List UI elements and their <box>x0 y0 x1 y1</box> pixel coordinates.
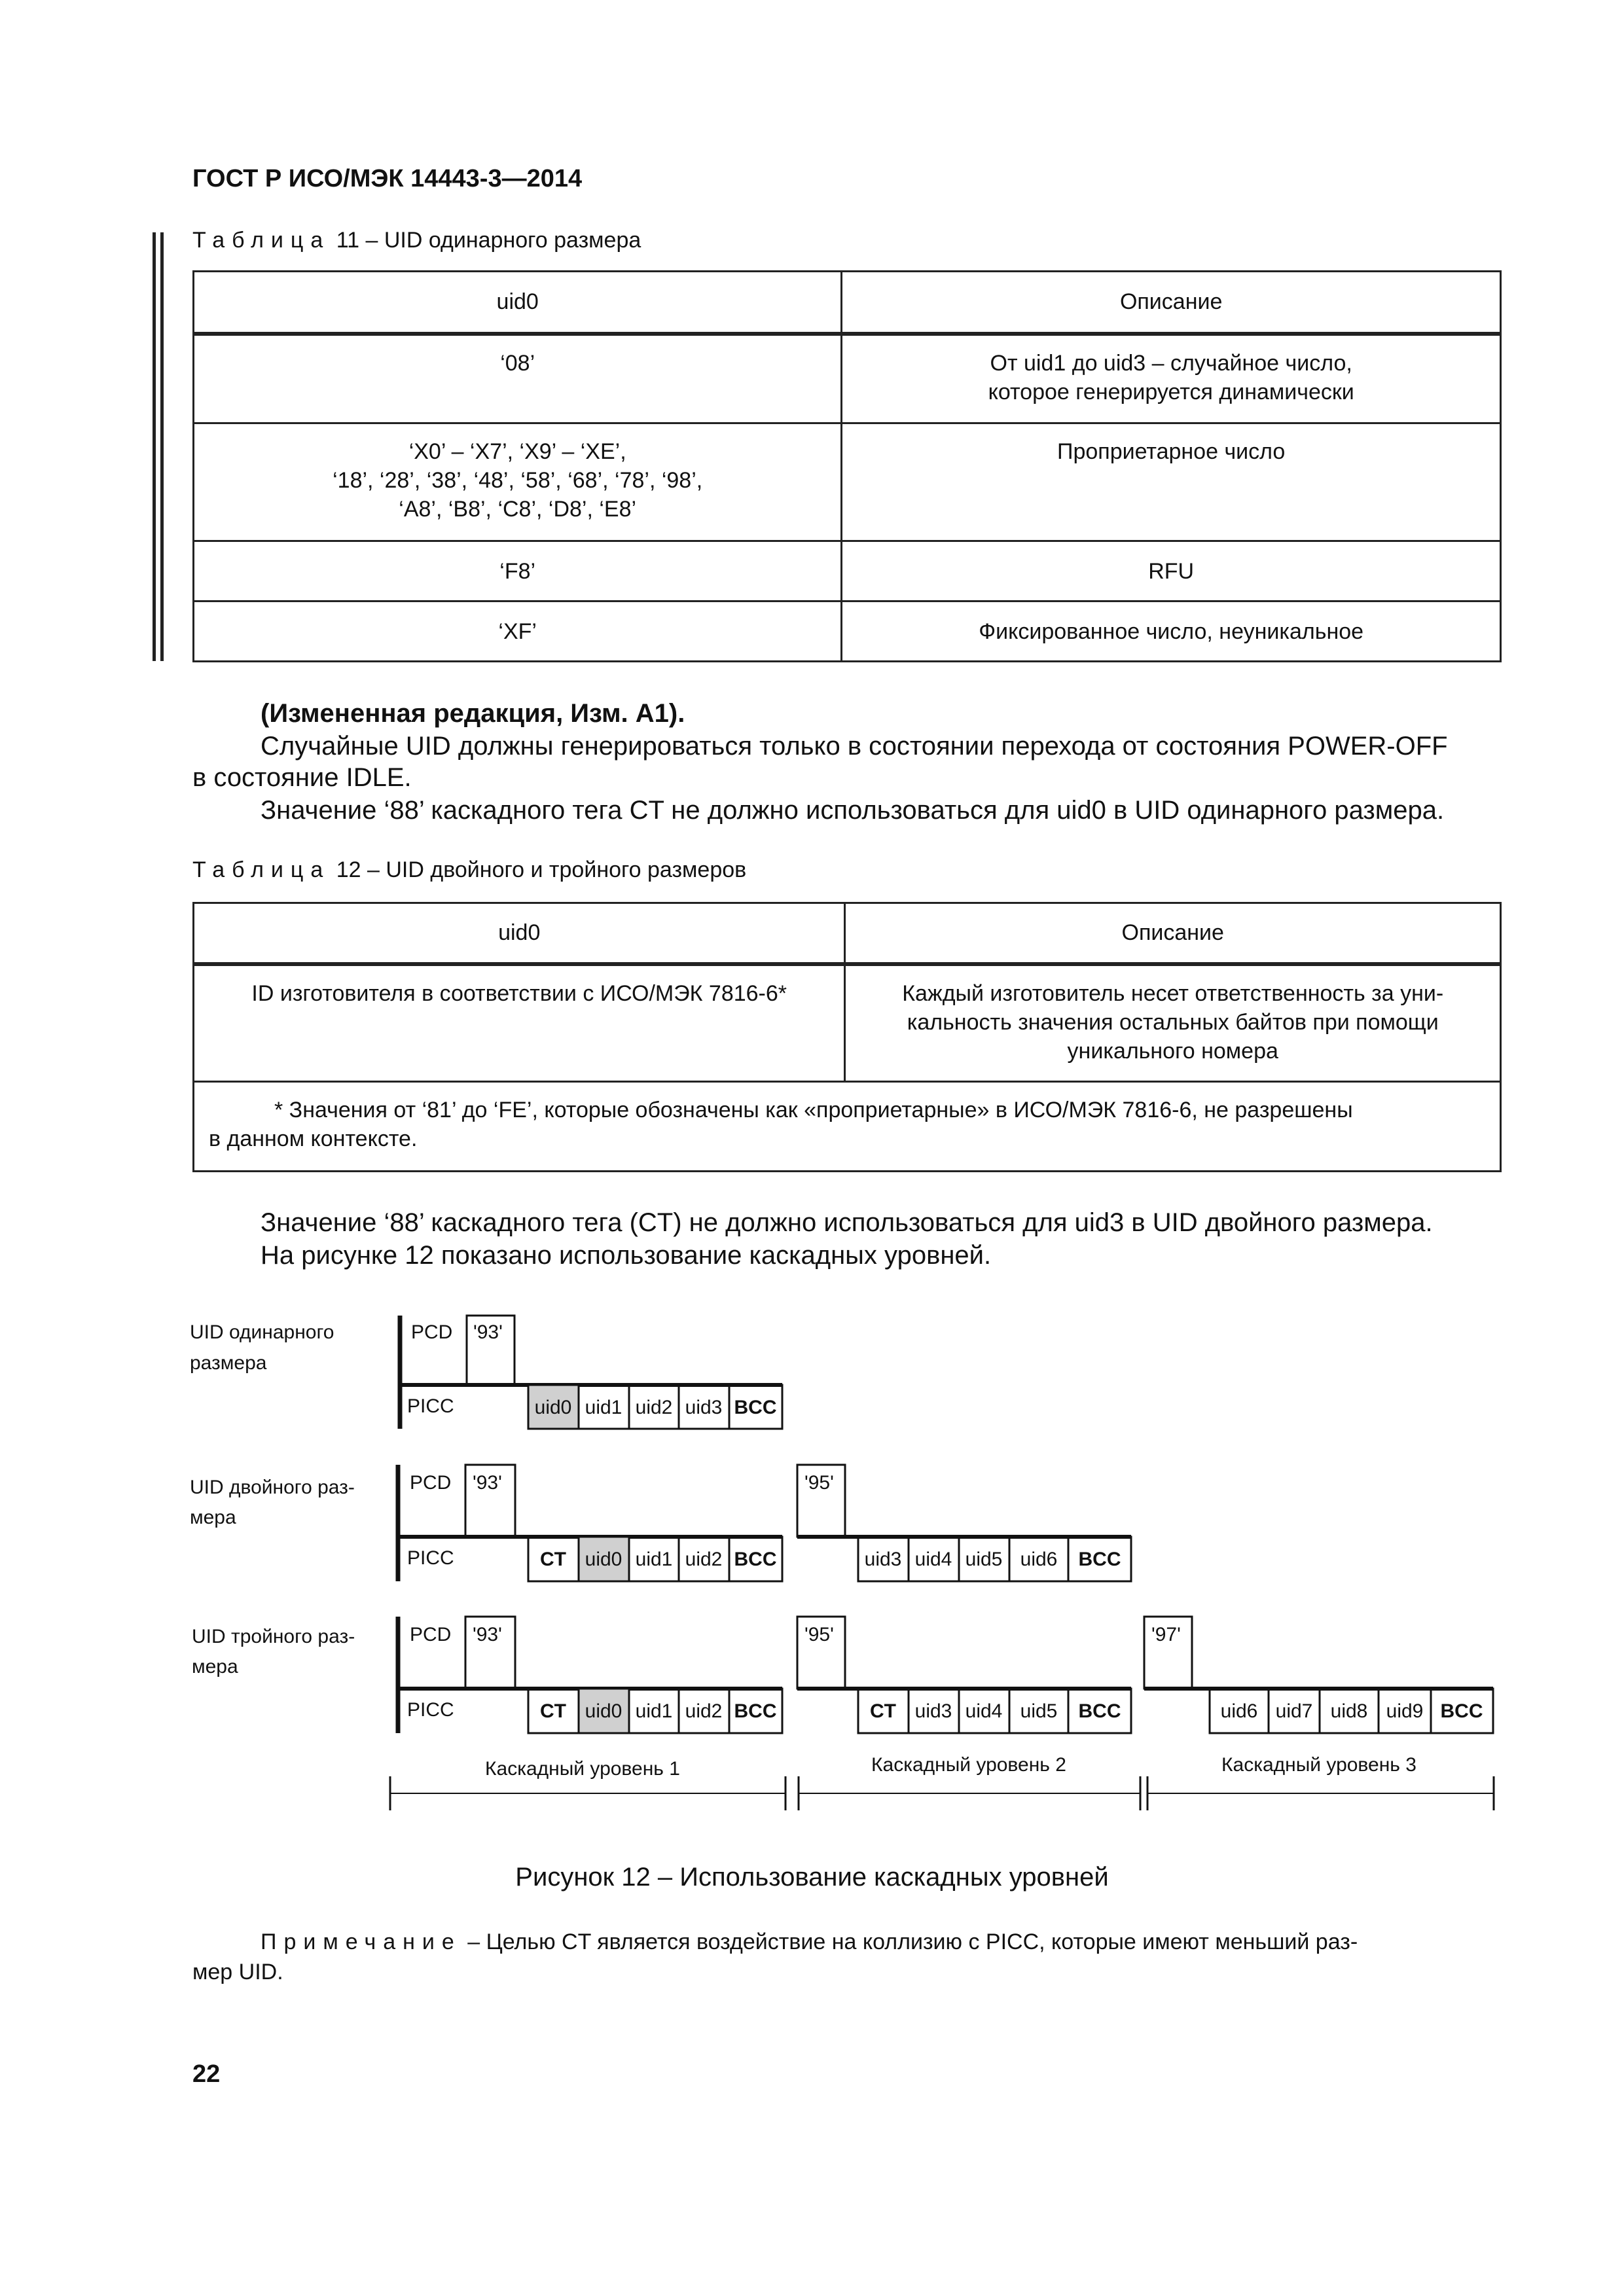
row-label: UID двойного раз- <box>190 1477 355 1498</box>
page-number: 22 <box>192 2060 221 2088</box>
figure-caption: Рисунок 12 – Использование каскадных уровней <box>515 1863 1109 1892</box>
row-label: UID тройного раз- <box>192 1626 355 1647</box>
sel-label: '97' <box>1151 1624 1181 1645</box>
footnote-line: в данном контексте. <box>209 1126 418 1151</box>
uid-label: uid3 <box>864 1549 902 1570</box>
table11-caption-word: Таблица <box>192 228 331 253</box>
cell-line: ‘F8’ <box>499 558 536 584</box>
cell-line: ‘XF’ <box>498 619 537 644</box>
table11-caption-text: 11 – UID одинарного размера <box>330 228 641 253</box>
ct-label: CT <box>540 1700 566 1722</box>
uid-label: uid1 <box>635 1700 673 1722</box>
paragraph: Значение ‘88’ каскадного тега (CT) не должно использоваться для uid3 в UID двойного размера. <box>261 1208 1433 1237</box>
cell-line: Каждый изготовитель несет ответственность за уни- <box>902 980 1444 1006</box>
uid-label: uid2 <box>685 1700 723 1722</box>
table12-caption-word: Таблица <box>192 857 331 882</box>
cell-line: уникального номера <box>1067 1038 1278 1064</box>
row-label: мера <box>192 1656 238 1677</box>
uid-label: uid3 <box>914 1700 952 1722</box>
footnote-line: * Значения от ‘81’ до ‘FE’, которые обозначены как «проприетарные» в ИСО/МЭК 7816-6, не разрешены <box>274 1098 1353 1122</box>
header-cell-uid0: uid0 <box>194 903 845 964</box>
uid-label: uid0 <box>585 1549 623 1570</box>
row-label: размера <box>190 1352 267 1374</box>
bcc-label: BCC <box>734 1397 777 1418</box>
sel-label: '95' <box>804 1624 834 1645</box>
uid-label: uid9 <box>1386 1700 1424 1722</box>
cell-line: ‘A8’, ‘B8’, ‘C8’, ‘D8’, ‘E8’ <box>399 497 637 522</box>
ct-label: CT <box>870 1700 896 1722</box>
cell-line: Проприетарное число <box>1057 439 1286 464</box>
uid-label: uid5 <box>1020 1700 1058 1722</box>
header-cell-description: Описание <box>842 272 1501 334</box>
header-cell-uid0: uid0 <box>194 272 842 334</box>
pcd-label: PCD <box>410 1472 452 1494</box>
paragraph: Значение ‘88’ каскадного тега CT не должно использоваться для uid0 в UID одинарного размера. <box>261 796 1445 825</box>
bcc-label: BCC <box>734 1549 777 1570</box>
note-line: мер UID. <box>192 1960 283 1984</box>
picc-label: PICC <box>407 1699 454 1721</box>
uid-label: uid5 <box>965 1549 1003 1570</box>
note-text: – Целью CT является воздействие на коллизию с PICC, которые имеют меньший раз- <box>461 1929 1358 1954</box>
bcc-label: BCC <box>734 1700 777 1722</box>
pcd-label: PCD <box>410 1624 452 1645</box>
cell-line: От uid1 до uid3 – случайное число, <box>990 350 1352 376</box>
level-label: Каскадный уровень 3 <box>1221 1754 1416 1776</box>
picc-label: PICC <box>407 1395 454 1417</box>
row-label: мера <box>190 1507 236 1528</box>
cell-line: ID изготовителя в соответствии с ИСО/МЭК 7816-6* <box>251 980 787 1006</box>
note <box>261 1927 1504 1957</box>
level-label: Каскадный уровень 2 <box>871 1754 1066 1776</box>
sel-label: '93' <box>473 1321 503 1343</box>
sel-label: '93' <box>473 1624 502 1645</box>
cell-line: которое генерируется динамически <box>988 379 1354 404</box>
bcc-label: BCC <box>1078 1700 1121 1722</box>
cell-line: ‘X0’ – ‘X7’, ‘X9’ – ‘XE’, <box>408 439 626 464</box>
cell-line: ‘18’, ‘28’, ‘38’, ‘48’, ‘58’, ‘68’, ‘78’, ‘98’, <box>333 468 703 493</box>
document-header: ГОСТ Р ИСО/МЭК 14443-3—2014 <box>192 165 583 192</box>
header-cell-description: Описание <box>845 903 1501 964</box>
uid-label: uid4 <box>914 1549 952 1570</box>
row-label: UID одинарного <box>190 1321 334 1343</box>
uid-label: uid2 <box>635 1397 673 1418</box>
bcc-label: BCC <box>1078 1549 1121 1570</box>
level-label: Каскадный уровень 1 <box>485 1758 680 1780</box>
uid-label: uid6 <box>1020 1549 1058 1570</box>
uid-label: uid3 <box>685 1397 723 1418</box>
cell-line: кальность значения остальных байтов при помощи <box>907 1009 1439 1035</box>
pcd-label: PCD <box>411 1321 453 1343</box>
paragraph: На рисунке 12 показано использование каскадных уровней. <box>261 1241 992 1270</box>
note-label: Примечание <box>261 1929 461 1954</box>
cell-line: Фиксированное число, неуникальное <box>979 619 1364 644</box>
paragraph-line: Случайные UID должны генерироваться только в состоянии перехода от состояния POWER-OFF <box>261 732 1448 761</box>
table12-caption-text: 12 – UID двойного и тройного размеров <box>330 857 747 882</box>
uid-label: uid0 <box>534 1397 572 1418</box>
uid-label: uid4 <box>965 1700 1003 1722</box>
cell-line: RFU <box>1148 558 1195 584</box>
sel-label: '93' <box>473 1472 502 1494</box>
paragraph-line: в состояние IDLE. <box>192 763 412 792</box>
picc-label: PICC <box>407 1547 454 1569</box>
bcc-label: BCC <box>1440 1700 1483 1722</box>
uid-label: uid1 <box>585 1397 623 1418</box>
uid-label: uid0 <box>585 1700 623 1722</box>
uid-label: uid6 <box>1220 1700 1258 1722</box>
cell-line: ‘08’ <box>500 350 535 376</box>
uid-label: uid7 <box>1275 1700 1313 1722</box>
ct-label: CT <box>540 1549 566 1570</box>
edited-note: (Измененная редакция, Изм. А1). <box>261 699 685 728</box>
uid-label: uid1 <box>635 1549 673 1570</box>
sel-label: '95' <box>804 1472 834 1494</box>
uid-label: uid8 <box>1330 1700 1368 1722</box>
uid-label: uid2 <box>685 1549 723 1570</box>
